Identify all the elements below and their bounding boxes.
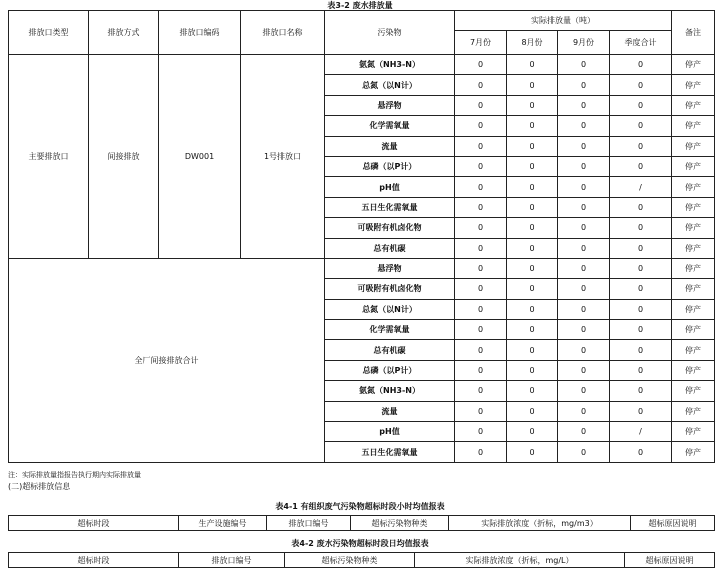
outlet-name-cell: 1号排放口 [241,55,325,259]
section-title: (二)超标排放信息 [8,482,71,491]
outlet-type-cell: 主要排放口 [9,55,89,259]
value-month-8: 0 [507,136,558,156]
note-cell: 停产 [672,136,715,156]
value-month-7: 0 [455,177,507,197]
t41-header-concentration: 实际排放浓度（折标，mg/m3） [449,516,631,531]
value-month-7: 0 [455,136,507,156]
header-outlet-name: 排放口名称 [241,11,325,55]
value-month-7: 0 [455,360,507,380]
value-month-7: 0 [455,422,507,442]
value-quarter-total: 0 [610,55,672,75]
value-month-8: 0 [507,218,558,238]
value-month-9: 0 [558,75,610,95]
value-month-9: 0 [558,442,610,462]
note-cell: 停产 [672,75,715,95]
note-cell: 停产 [672,177,715,197]
value-quarter-total: 0 [610,279,672,299]
t41-header-facility-code: 生产设施编号 [179,516,267,531]
note-cell: 停产 [672,156,715,176]
value-month-8: 0 [507,442,558,462]
pollutant-cell: pH值 [325,177,455,197]
t42-header-concentration: 实际排放浓度（折标，mg/L） [415,553,625,568]
value-month-7: 0 [455,401,507,421]
value-quarter-total: 0 [610,136,672,156]
header-month-7: 7月份 [455,31,507,55]
t41-header-reason: 超标原因说明 [631,516,715,531]
pollutant-cell: 总磷（以P计） [325,360,455,380]
value-quarter-total: / [610,177,672,197]
value-month-7: 0 [455,156,507,176]
value-month-7: 0 [455,442,507,462]
value-quarter-total: 0 [610,442,672,462]
note-cell: 停产 [672,95,715,115]
value-quarter-total: / [610,422,672,442]
note-cell: 停产 [672,360,715,380]
value-month-8: 0 [507,401,558,421]
value-month-9: 0 [558,320,610,340]
note-cell: 停产 [672,258,715,278]
pollutant-cell: 五日生化需氧量 [325,197,455,217]
value-month-7: 0 [455,95,507,115]
t42-header-reason: 超标原因说明 [625,553,715,568]
value-month-8: 0 [507,95,558,115]
table-4-1 [8,515,715,531]
table-4-2-caption: 表4-2 废水污染物超标时段日均值报表 [291,539,429,548]
pollutant-cell: 氨氮（NH3-N） [325,381,455,401]
value-quarter-total: 0 [610,320,672,340]
header-month-8: 8月份 [507,31,558,55]
value-month-8: 0 [507,258,558,278]
note-cell: 停产 [672,116,715,136]
t42-header-period: 超标时段 [9,553,179,568]
value-month-8: 0 [507,381,558,401]
value-quarter-total: 0 [610,299,672,319]
value-month-8: 0 [507,55,558,75]
value-month-9: 0 [558,340,610,360]
value-month-8: 0 [507,320,558,340]
note-cell: 停产 [672,299,715,319]
value-month-9: 0 [558,258,610,278]
value-month-7: 0 [455,238,507,258]
note-cell: 停产 [672,422,715,442]
pollutant-cell: 氨氮（NH3-N） [325,55,455,75]
value-month-9: 0 [558,136,610,156]
value-month-7: 0 [455,55,507,75]
value-month-9: 0 [558,55,610,75]
t42-header-outlet-code: 排放口编号 [179,553,285,568]
value-month-9: 0 [558,238,610,258]
value-month-9: 0 [558,299,610,319]
pollutant-cell: 化学需氧量 [325,320,455,340]
value-quarter-total: 0 [610,258,672,278]
value-month-9: 0 [558,95,610,115]
value-month-8: 0 [507,177,558,197]
value-month-8: 0 [507,75,558,95]
pollutant-cell: 总氮（以N计） [325,299,455,319]
t41-header-pollutant-type: 超标污染物种类 [351,516,449,531]
note-cell: 停产 [672,442,715,462]
value-month-7: 0 [455,116,507,136]
value-month-9: 0 [558,381,610,401]
value-quarter-total: 0 [610,360,672,380]
footnote: 注：实际排放量指报告执行期内实际排放量 [8,471,141,479]
table-3-2-caption: 表3-2 废水排放量 [327,1,393,10]
pollutant-cell: 总磷（以P计） [325,156,455,176]
value-month-7: 0 [455,218,507,238]
value-month-9: 0 [558,156,610,176]
header-outlet-code: 排放口编码 [159,11,241,55]
value-quarter-total: 0 [610,116,672,136]
value-month-8: 0 [507,422,558,442]
value-month-8: 0 [507,340,558,360]
discharge-mode-cell: 间接排放 [89,55,159,259]
note-cell: 停产 [672,381,715,401]
header-outlet-type: 排放口类型 [9,11,89,55]
note-cell: 停产 [672,279,715,299]
value-quarter-total: 0 [610,156,672,176]
note-cell: 停产 [672,218,715,238]
note-cell: 停产 [672,340,715,360]
value-month-8: 0 [507,299,558,319]
value-month-7: 0 [455,381,507,401]
value-quarter-total: 0 [610,218,672,238]
table-4-1-caption: 表4-1 有组织废气污染物超标时段小时均值报表 [275,502,445,511]
value-month-7: 0 [455,320,507,340]
pollutant-cell: pH值 [325,422,455,442]
pollutant-cell: 总有机碳 [325,340,455,360]
value-quarter-total: 0 [610,75,672,95]
note-cell: 停产 [672,401,715,421]
pollutant-cell: 悬浮物 [325,258,455,278]
pollutant-cell: 流量 [325,136,455,156]
note-cell: 停产 [672,197,715,217]
value-month-8: 0 [507,279,558,299]
pollutant-cell: 流量 [325,401,455,421]
value-month-9: 0 [558,401,610,421]
value-quarter-total: 0 [610,95,672,115]
value-month-7: 0 [455,279,507,299]
header-quarter-total: 季度合计 [610,31,672,55]
pollutant-cell: 总氮（以N计） [325,75,455,95]
value-month-9: 0 [558,360,610,380]
value-quarter-total: 0 [610,238,672,258]
pollutant-cell: 化学需氧量 [325,116,455,136]
value-month-8: 0 [507,360,558,380]
table-4-2 [8,552,715,568]
header-month-9: 9月份 [558,31,610,55]
value-month-8: 0 [507,197,558,217]
pollutant-cell: 悬浮物 [325,95,455,115]
header-note: 备注 [672,11,715,55]
value-quarter-total: 0 [610,381,672,401]
note-cell: 停产 [672,320,715,340]
t41-header-period: 超标时段 [9,516,179,531]
plant-total-label: 全厂间接排放合计 [9,258,325,462]
value-month-9: 0 [558,422,610,442]
t41-header-outlet-code: 排放口编号 [267,516,351,531]
table-row [9,55,715,75]
value-month-9: 0 [558,197,610,217]
header-discharge-mode: 排放方式 [89,11,159,55]
value-quarter-total: 0 [610,197,672,217]
value-month-7: 0 [455,258,507,278]
value-quarter-total: 0 [610,340,672,360]
t42-header-pollutant-type: 超标污染物种类 [285,553,415,568]
value-month-7: 0 [455,340,507,360]
table-row [9,258,715,278]
value-month-7: 0 [455,75,507,95]
header-pollutant: 污染物 [325,11,455,55]
value-month-9: 0 [558,218,610,238]
pollutant-cell: 五日生化需氧量 [325,442,455,462]
note-cell: 停产 [672,238,715,258]
pollutant-cell: 可吸附有机卤化物 [325,279,455,299]
outlet-code-cell: DW001 [159,55,241,259]
value-month-8: 0 [507,116,558,136]
value-quarter-total: 0 [610,401,672,421]
note-cell: 停产 [672,55,715,75]
value-month-9: 0 [558,177,610,197]
header-actual-discharge: 实际排放量（吨） [455,11,672,31]
value-month-7: 0 [455,197,507,217]
pollutant-cell: 总有机碳 [325,238,455,258]
value-month-7: 0 [455,299,507,319]
value-month-9: 0 [558,279,610,299]
value-month-8: 0 [507,238,558,258]
value-month-9: 0 [558,116,610,136]
value-month-8: 0 [507,156,558,176]
pollutant-cell: 可吸附有机卤化物 [325,218,455,238]
wastewater-discharge-table [8,10,715,463]
